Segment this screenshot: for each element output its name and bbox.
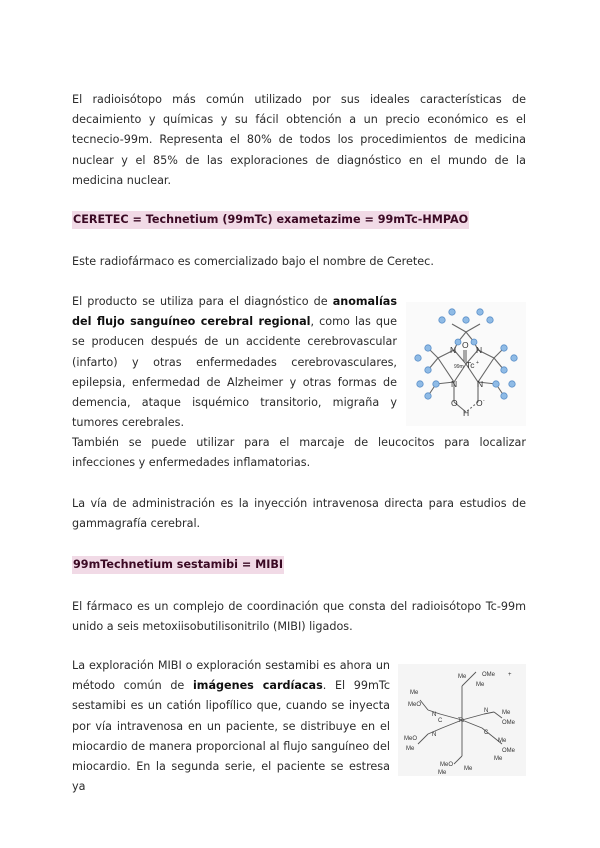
hmpao-o-label: O xyxy=(462,340,469,350)
mibi-complex-paragraph: El fármaco es un complejo de coordinación que consta del radioisótopo Tc-99m unido a seis metoxiisobutilisonitrilo (MIBI) ligados. xyxy=(72,600,526,634)
hmpao-structure-figure xyxy=(406,302,526,426)
hmpao-o-minus-label: O xyxy=(476,398,483,408)
hmpao-n-label-3: N xyxy=(451,379,458,389)
mibi-c-label-1: C xyxy=(438,718,443,724)
ceretec-via-paragraph: La vía de administración es la inyección intravenosa directa para estudios de gammagrafía cerebral. xyxy=(72,497,526,531)
use-text-start: El producto se utiliza para el diagnóstico de xyxy=(72,295,333,308)
hmpao-oh-label: O xyxy=(451,398,458,408)
mibi-meo-label-3: MeO xyxy=(440,762,454,768)
mibi-n-label-3: N xyxy=(432,732,437,738)
mibi-ome-label-2: OMe xyxy=(502,720,516,726)
mibi-structure-figure xyxy=(398,664,526,776)
mibi-me-label-7: Me xyxy=(494,756,503,762)
ceretec-heading: CERETEC = Technetium (99mTc) exametazime = 99mTc-HMPAO xyxy=(72,211,469,229)
ceretec-use-paragraph xyxy=(72,292,397,433)
hmpao-plus-charge: + xyxy=(476,360,479,366)
mibi-n-label-1: N xyxy=(432,712,437,718)
mibi-me-label-2: Me xyxy=(458,674,467,680)
mibi-scan-paragraph xyxy=(72,656,390,797)
ceretec-commercial-paragraph: Este radiofármaco es comercializado bajo el nombre de Ceretec. xyxy=(72,255,434,268)
mibi-structure-svg xyxy=(398,664,526,776)
mibi-heading: 99mTechnetium sestamibi = MIBI xyxy=(72,556,284,574)
mibi-ome-label-3: OMe xyxy=(502,748,516,754)
mibi-me-label-4: Me xyxy=(502,710,511,716)
mibi-ome-label-1: OMe xyxy=(482,672,496,678)
mibi-me-label-5: Me xyxy=(406,746,415,752)
hmpao-n-label-2: N xyxy=(476,345,483,355)
intro-paragraph: El radioisótopo más común utilizado por sus ideales características de decaimiento y químicas y su fácil obtención a un precio económico es el tecnecio-99m. Representa el 80% de todos los procedimientos de medicina nuclear y el 85% de las exploraciones de diagnóstico en el mundo de la medicina nuclear. xyxy=(72,93,526,187)
use-text-bold: anomalías del flujo sanguíneo cerebral regional xyxy=(72,295,397,329)
mibi-me-label-9: Me xyxy=(464,766,473,772)
scan-text-end: . El 99mTc sestamibi es un catión lipofílico que, cuando se inyecta por vía intravenosa en un paciente, se distribuye en el miocardio de manera proporcional al flujo sanguíneo del miocardio. En la segunda serie, el paciente se estresa ya xyxy=(72,679,390,794)
scan-text-bold: imágenes cardíacas xyxy=(192,679,323,693)
mibi-plus-charge: + xyxy=(508,672,512,678)
mibi-meo-label-2: MeO xyxy=(404,736,418,742)
hmpao-n-label-4: N xyxy=(477,379,484,389)
hmpao-structure-svg xyxy=(406,302,526,426)
mibi-c-label-2: C xyxy=(484,730,489,736)
mibi-tc-label: Tc xyxy=(458,718,464,724)
mibi-meo-label-1: MeO xyxy=(408,702,422,708)
hmpao-h-label: H xyxy=(463,408,470,418)
hmpao-99m-superscript: 99m xyxy=(454,364,464,370)
ceretec-leucocitos-paragraph: También se puede utilizar para el marcaje de leucocitos para localizar infecciones y enfermedades inflamatorias. xyxy=(72,436,526,470)
mibi-me-label-1: Me xyxy=(476,682,485,688)
use-text-end: , como las que se producen después de un accidente cerebrovascular (infarto) y otras enfermedades cerebrovasculares, epilepsia, enfermedad de Alzheimer y otras formas de demencia, ataque isquémico transitorio, migraña y tumores cerebrales. xyxy=(72,315,397,430)
hmpao-tc-label: Tc xyxy=(466,360,475,370)
mibi-me-label-8: Me xyxy=(438,770,447,776)
mibi-n-label-2: N xyxy=(484,708,489,714)
hmpao-minus-charge: - xyxy=(483,398,485,404)
mibi-me-label-3: Me xyxy=(410,690,419,696)
scan-text-start: La exploración MIBI o exploración sestamibi es ahora un método común de xyxy=(72,659,390,693)
mibi-me-label-6: Me xyxy=(498,738,507,744)
hmpao-n-label-1: N xyxy=(450,345,457,355)
